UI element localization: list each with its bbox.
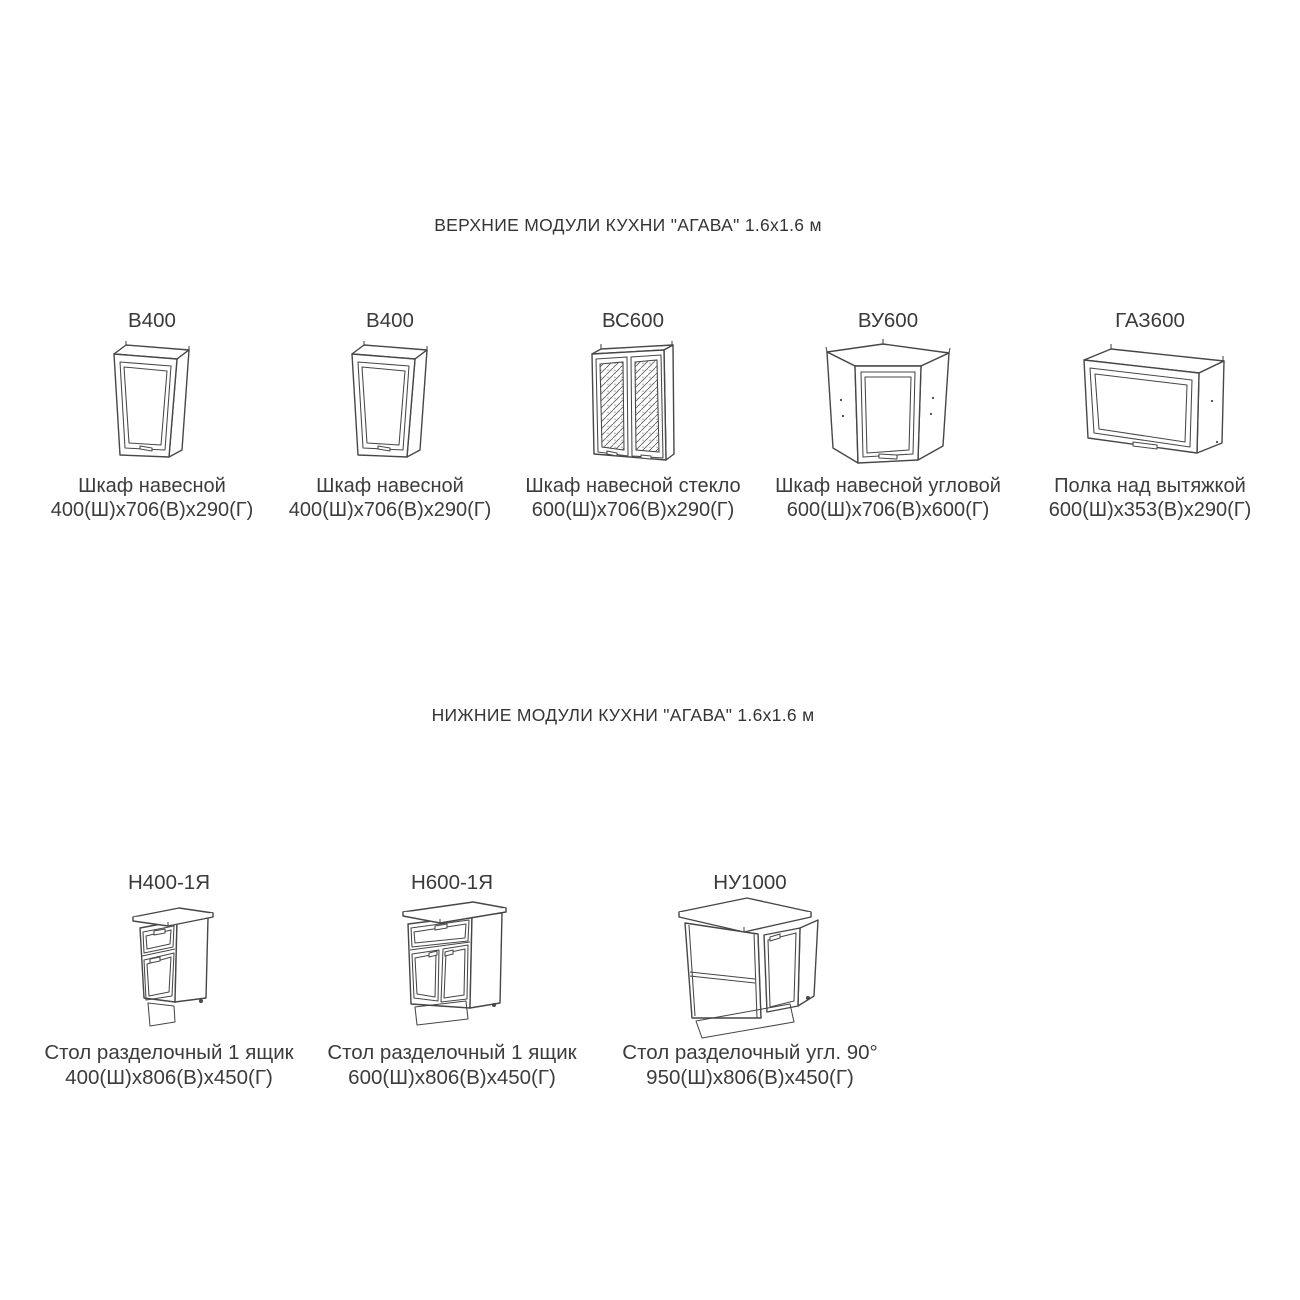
module-code: ГАЗ600	[1115, 309, 1185, 332]
upper-section-title: ВЕРХНИЕ МОДУЛИ КУХНИ "АГАВА" 1.6х1.6 м	[434, 215, 822, 235]
module-name: Стол разделочный 1 ящик	[327, 1041, 577, 1064]
module-v400-2	[265, 308, 515, 522]
base-cabinet-corner-icon	[672, 892, 828, 1040]
module-name: Шкаф навесной	[316, 475, 464, 497]
module-code: НУ1000	[713, 871, 787, 894]
module-vu600	[763, 308, 1013, 522]
wall-cabinet-corner-icon	[817, 336, 959, 468]
module-dimensions: 600(Ш)х706(В)х290(Г)	[531, 499, 735, 521]
module-name: Стол разделочный 1 ящик	[44, 1041, 294, 1064]
lower-section-title: НИЖНИЕ МОДУЛИ КУХНИ "АГАВА" 1.6х1.6 м	[431, 705, 815, 725]
module-name: Шкаф навесной	[78, 475, 226, 497]
module-dimensions: 600(Ш)х353(В)х290(Г)	[1048, 499, 1252, 521]
module-dimensions: 400(Ш)х706(В)х290(Г)	[288, 499, 492, 521]
module-code: Н400-1Я	[127, 871, 211, 894]
module-dimensions: 400(Ш)х706(В)х290(Г)	[50, 499, 254, 521]
module-name: Стол разделочный угл. 90°	[622, 1041, 878, 1064]
base-cabinet-drawer-two-doors-icon	[396, 895, 508, 1037]
module-code: ВУ600	[857, 309, 919, 332]
module-code: В400	[366, 309, 414, 332]
module-gaz600	[1025, 308, 1275, 522]
module-dimensions: 950(Ш)х806(В)х450(Г)	[646, 1066, 854, 1089]
base-cabinet-drawer-door-icon	[121, 899, 217, 1033]
module-code: ВС600	[601, 309, 664, 332]
wall-cabinet-single-door-icon	[346, 340, 434, 464]
module-nu1000	[600, 870, 900, 1090]
module-n400-1ya	[19, 870, 319, 1090]
module-name: Шкаф навесной стекло	[525, 475, 741, 497]
module-code: Н600-1Я	[410, 871, 494, 894]
module-code: В400	[128, 309, 176, 332]
module-n600-1ya	[302, 870, 602, 1090]
module-dimensions: 600(Ш)х706(В)х600(Г)	[786, 499, 990, 521]
module-dimensions: 600(Ш)х806(В)х450(Г)	[348, 1066, 556, 1089]
wall-cabinet-glass-doors-icon	[585, 340, 681, 464]
module-name: Шкаф навесной угловой	[775, 475, 1001, 497]
module-vs600	[508, 308, 758, 522]
wall-cabinet-single-door-icon	[108, 340, 196, 464]
module-v400-1	[27, 308, 277, 522]
module-name: Полка над вытяжкой	[1054, 475, 1246, 497]
module-dimensions: 400(Ш)х806(В)х450(Г)	[65, 1066, 273, 1089]
